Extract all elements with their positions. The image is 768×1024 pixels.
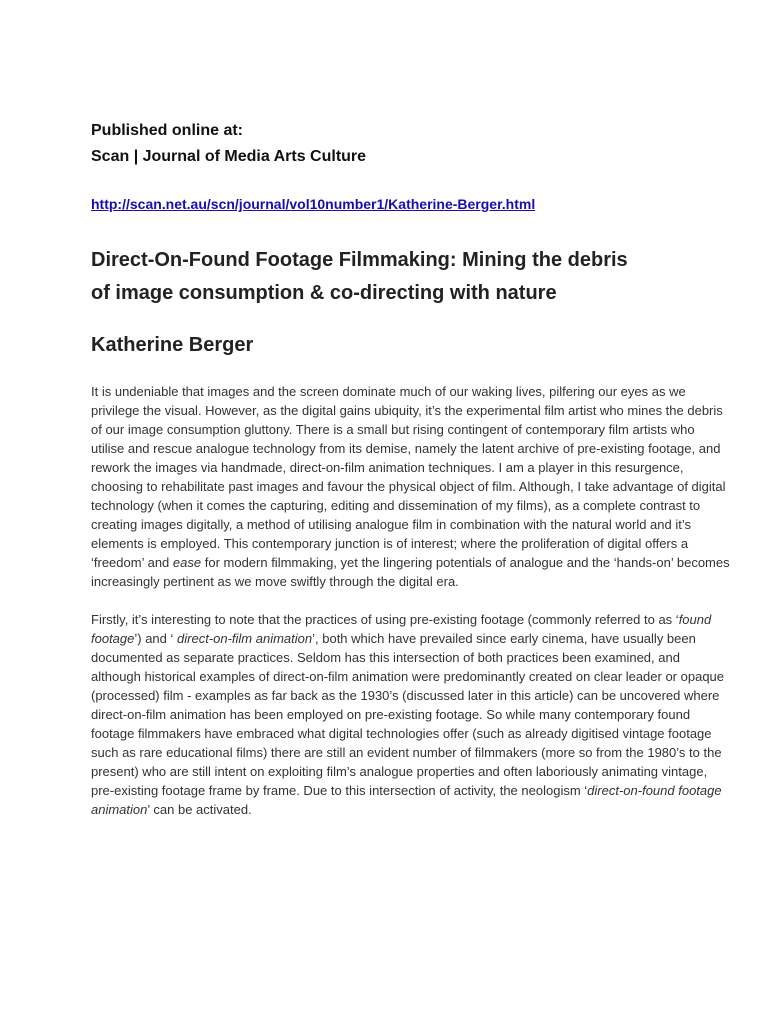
article-url-link[interactable]: http://scan.net.au/scn/journal/vol10number1/Katherine-Berger.html [91, 196, 536, 212]
emphasis-text: found footage [91, 612, 712, 646]
body-paragraph-1 [91, 382, 731, 591]
emphasis-text: direct-on-film animation [177, 631, 313, 646]
paragraph-text: ’ can be activated. [147, 802, 252, 817]
paragraph-text: ’) and ‘ [134, 631, 178, 646]
published-label: Published online at: [91, 122, 244, 139]
emphasis-text: ease [172, 555, 202, 570]
body-paragraph-2 [91, 610, 731, 819]
paragraph-text: for modern filmmaking, yet the lingering potentials of analogue and the ‘hands-on’ becomes increasingly pertinent as we move swiftly through the digital era. [91, 555, 730, 589]
journal-name: Scan | Journal of Media Arts Culture [91, 148, 367, 165]
article-title: Direct-On-Found Footage Filmmaking: Mining the debris of image consumption & co-directing with nature [91, 249, 628, 304]
author-name: Katherine Berger [91, 334, 254, 356]
emphasis-text: direct-on-found footage animation [91, 783, 722, 817]
paragraph-text: ’, both which have prevailed since early cinema, have usually been documented as separate practices. Seldom has this intersection of both practices been examined, and although historical examples of direct-on-film animation were predominantly created on clear leader or opaque (processed) film - examples as far back as the 1930’s (discussed later in this article) can be uncovered where direct-on-film animation has been employed on pre-existing footage. So while many contemporary found footage filmmakers have embraced what digital technologies offer (such as already digitised vintage footage such as rare educational films) there are still an evident number of filmmakers (more so from the 1980’s to the present) who are still intent on exploiting film’s analogue properties and often laboriously animating vintage, pre-existing footage frame by frame. Due to this intersection of activity, the neologism ‘ [91, 631, 725, 798]
paragraph-text: It is undeniable that images and the screen dominate much of our waking lives, pilfering our eyes as we privilege the visual. However, as the digital gains ubiquity, it’s the experimental film artist who mines the debris of our image consumption gluttony. There is a small but rising contingent of contemporary film artists who utilise and rescue analogue technology from its demise, namely the latent archive of pre-existing footage, and rework the images via handmade, direct-on-film animation techniques. I am a player in this resurgence, choosing to rehabilitate past images and favour the physical object of film. Although, I take advantage of digital technology (when it comes the capturing, editing and dissemination of my films), as a complete contrast to creating images digitally, a method of utilising analogue film in combination with the natural world and it’s elements is employed. This contemporary junction is of interest; where the proliferation of digital offers a ‘freedom’ and [91, 384, 726, 570]
paragraph-text: Firstly, it’s interesting to note that the practices of using pre-existing footage (commonly referred to as ‘ [91, 612, 679, 627]
